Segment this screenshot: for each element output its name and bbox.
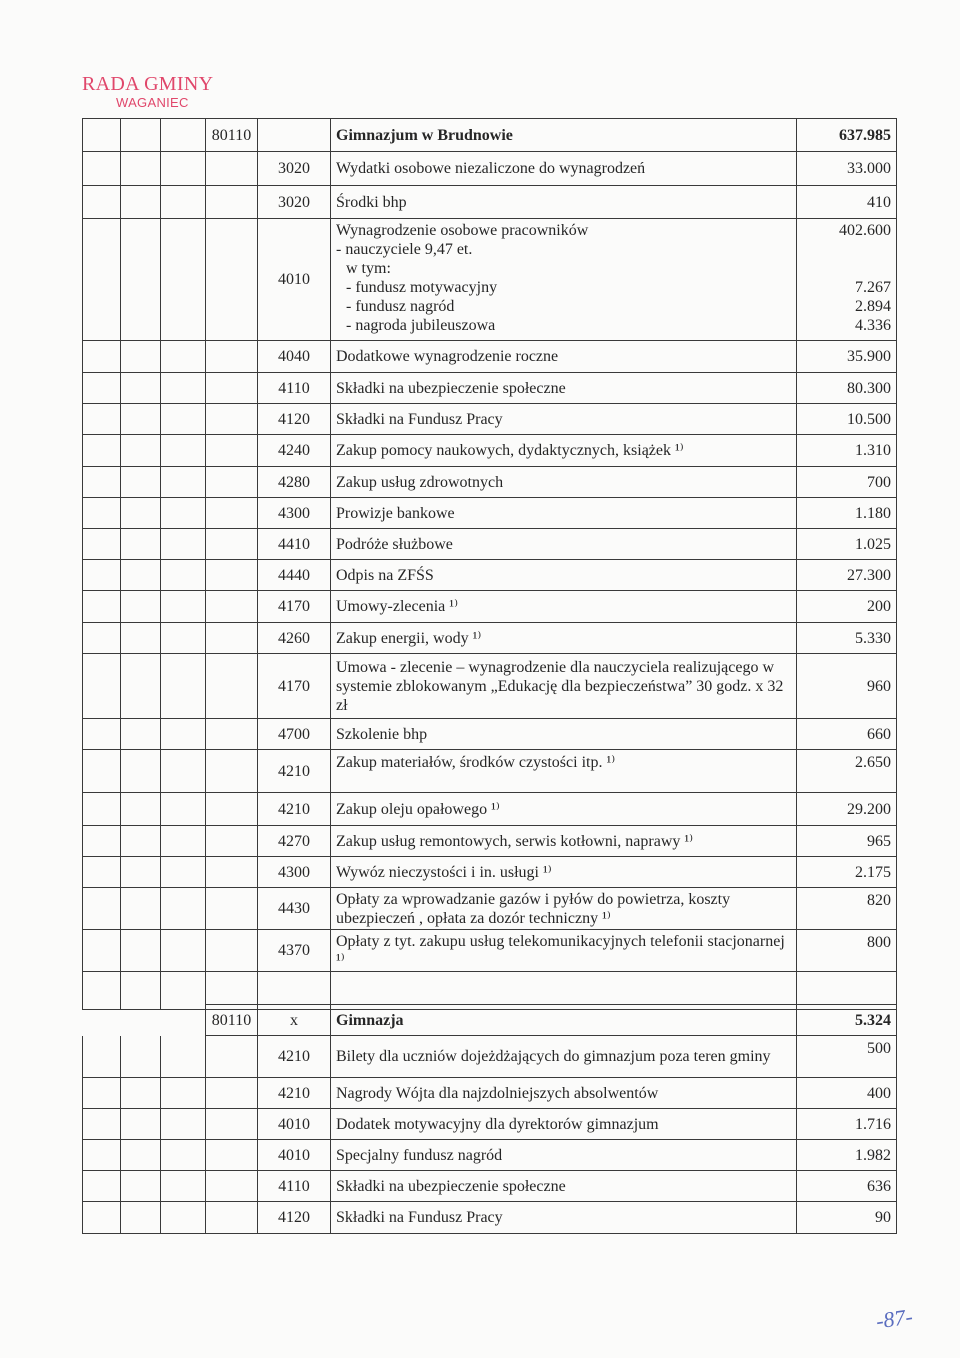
row-amount: 10.500 (797, 404, 897, 435)
row-amount: 200 (797, 591, 897, 623)
paragraph-code: 4120 (258, 404, 331, 435)
row-amount: 500 (797, 1036, 897, 1078)
paragraph-code: 3020 (258, 152, 331, 186)
row-description (331, 219, 797, 341)
row-description: Środki bhp (331, 186, 797, 219)
row-amount: 700 (797, 467, 897, 498)
row-description: Zakup pomocy naukowych, dydaktycznych, książek ¹⁾ (331, 435, 797, 467)
row-description: Nagrody Wójta dla najzdolniejszych absolwentów (331, 1078, 797, 1109)
amount-line: 7.267 (855, 279, 891, 296)
paragraph-code: 4700 (258, 719, 331, 750)
paragraph-code: 3020 (258, 186, 331, 219)
row-description: Prowizje bankowe (331, 498, 797, 529)
row-amount: 35.900 (797, 341, 897, 373)
table-row (83, 1005, 897, 1036)
table-row (83, 1036, 897, 1078)
row-amount: 965 (797, 826, 897, 857)
row-amount: 400 (797, 1078, 897, 1109)
row-description: Wywóz nieczystości i in. usługi ¹⁾ (331, 857, 797, 888)
row-description: Odpis na ZFŚS (331, 560, 797, 591)
row-description: Opłaty za wprowadzanie gazów i pyłów do powietrza, koszty ubezpieczeń , opłata za dozór techniczny ¹⁾ (331, 888, 797, 930)
row-amount: 2.650 (797, 750, 897, 793)
row-description: Zakup oleju opałowego ¹⁾ (331, 793, 797, 826)
table-row (83, 152, 897, 186)
paragraph-code: 4120 (258, 1202, 331, 1234)
table-row (83, 793, 897, 826)
handwritten-page-number: -87- (874, 1303, 915, 1334)
paragraph-code: 4210 (258, 1036, 331, 1078)
table-row (83, 1202, 897, 1234)
table-row (83, 719, 897, 750)
row-description: Zakup energii, wody ¹⁾ (331, 623, 797, 654)
paragraph-code: 4370 (258, 930, 331, 972)
chapter-code: 80110 (206, 119, 258, 152)
table-row (83, 373, 897, 404)
budget-table-gimnazjum-brudnowo (82, 118, 897, 1010)
row-amount: 1.180 (797, 498, 897, 529)
table-row (83, 119, 897, 152)
row-amount: 2.175 (797, 857, 897, 888)
row-description: Wydatki osobowe niezaliczone do wynagrodzeń (331, 152, 797, 186)
row-description: Podróże służbowe (331, 529, 797, 560)
table-row (83, 750, 897, 793)
row-amount: 33.000 (797, 152, 897, 186)
desc-line: - nagroda jubileuszowa (346, 317, 496, 334)
table-row (83, 1109, 897, 1140)
table-row (83, 467, 897, 498)
table-row (83, 404, 897, 435)
paragraph-code: 4040 (258, 341, 331, 373)
row-amount: 660 (797, 719, 897, 750)
paragraph-code: 4300 (258, 857, 331, 888)
budget-table-gimnazja (82, 1004, 897, 1234)
row-description: Specjalny fundusz nagród (331, 1140, 797, 1171)
row-amount: 29.200 (797, 793, 897, 826)
amount-line: 402.600 (839, 222, 891, 239)
paragraph-code: 4240 (258, 435, 331, 467)
row-description: Składki na ubezpieczenie społeczne (331, 1171, 797, 1202)
table-row (83, 930, 897, 972)
section1-body (83, 119, 897, 1010)
row-amount: 80.300 (797, 373, 897, 404)
desc-line: w tym: (346, 260, 391, 277)
row-description: Składki na Fundusz Pracy (331, 404, 797, 435)
table-row (83, 857, 897, 888)
paragraph-code: 4260 (258, 623, 331, 654)
table-row (83, 826, 897, 857)
row-description: Zakup usług zdrowotnych (331, 467, 797, 498)
paragraph-code: 4430 (258, 888, 331, 930)
row-description: Dodatek motywacyjny dla dyrektorów gimnazjum (331, 1109, 797, 1140)
table-row (83, 591, 897, 623)
row-amount: 5.324 (797, 1005, 897, 1036)
row-amount: 637.985 (797, 119, 897, 152)
paragraph-code: 4300 (258, 498, 331, 529)
row-amount: 800 (797, 930, 897, 972)
row-description: Składki na ubezpieczenie społeczne (331, 373, 797, 404)
row-description: Dodatkowe wynagrodzenie roczne (331, 341, 797, 373)
table-row (83, 1140, 897, 1171)
stamp-line-1: RADA GMINY (82, 73, 214, 95)
paragraph-code: 4010 (258, 219, 331, 341)
row-description: Zakup usług remontowych, serwis kotłowni, naprawy ¹⁾ (331, 826, 797, 857)
amount-line: 2.894 (855, 298, 891, 315)
table-row (83, 341, 897, 373)
paragraph-code: 4170 (258, 591, 331, 623)
paragraph-code: 4270 (258, 826, 331, 857)
table-row (83, 654, 897, 719)
table-row (83, 529, 897, 560)
paragraph-code: x (258, 1005, 331, 1036)
table-row (83, 560, 897, 591)
table-row (83, 219, 897, 341)
row-amount: 1.310 (797, 435, 897, 467)
desc-line: - nauczyciele 9,47 et. (336, 241, 473, 258)
table-row (83, 186, 897, 219)
paragraph-code: 4010 (258, 1140, 331, 1171)
row-amount: 1.716 (797, 1109, 897, 1140)
row-description: Umowy-zlecenia ¹⁾ (331, 591, 797, 623)
row-description: Gimnazjum w Brudnowie (331, 119, 797, 152)
paragraph-code: 4110 (258, 373, 331, 404)
stamp-line-2: WAGANIEC (116, 95, 189, 110)
row-description: Składki na Fundusz Pracy (331, 1202, 797, 1234)
table-row (83, 888, 897, 930)
paragraph-code: 4410 (258, 529, 331, 560)
paragraph-code: 4210 (258, 1078, 331, 1109)
row-description: Szkolenie bhp (331, 719, 797, 750)
row-description: Umowa - zlecenie – wynagrodzenie dla nauczyciela realizującego w systemie zblokowanym „Edukację dla bezpieczeństwa” 30 godz. x 32 zł (331, 654, 797, 719)
row-description: Bilety dla uczniów dojeżdżających do gimnazjum poza teren gminy (331, 1036, 797, 1078)
paragraph-code: 4110 (258, 1171, 331, 1202)
paragraph-code: 4280 (258, 467, 331, 498)
row-amount: 90 (797, 1202, 897, 1234)
table-row (83, 1171, 897, 1202)
row-description: Opłaty z tyt. zakupu usług telekomunikacyjnych telefonii stacjonarnej ¹⁾ (331, 930, 797, 972)
table-row (83, 498, 897, 529)
paragraph-code: 4170 (258, 654, 331, 719)
row-amount: 960 (797, 654, 897, 719)
paragraph-code: 4210 (258, 750, 331, 793)
paragraph-code (258, 119, 331, 152)
table-row (83, 623, 897, 654)
amount-line: 4.336 (855, 317, 891, 334)
paragraph-code: 4210 (258, 793, 331, 826)
row-amount: 1.982 (797, 1140, 897, 1171)
desc-line: - fundusz nagród (346, 298, 455, 315)
section2-body (83, 1005, 897, 1234)
paragraph-code: 4010 (258, 1109, 331, 1140)
chapter-code: 80110 (206, 1005, 258, 1036)
row-amount: 410 (797, 186, 897, 219)
row-amount (797, 219, 897, 341)
table-row (83, 435, 897, 467)
row-amount: 1.025 (797, 529, 897, 560)
desc-line: Wynagrodzenie osobowe pracowników (336, 222, 589, 239)
paragraph-code: 4440 (258, 560, 331, 591)
row-amount: 27.300 (797, 560, 897, 591)
table-row (83, 1078, 897, 1109)
row-amount: 636 (797, 1171, 897, 1202)
row-amount: 820 (797, 888, 897, 930)
row-description: Gimnazja (331, 1005, 797, 1036)
council-stamp (82, 74, 213, 109)
desc-line: - fundusz motywacyjny (346, 279, 498, 296)
row-description: Zakup materiałów, środków czystości itp. ¹⁾ (331, 750, 797, 793)
row-amount: 5.330 (797, 623, 897, 654)
